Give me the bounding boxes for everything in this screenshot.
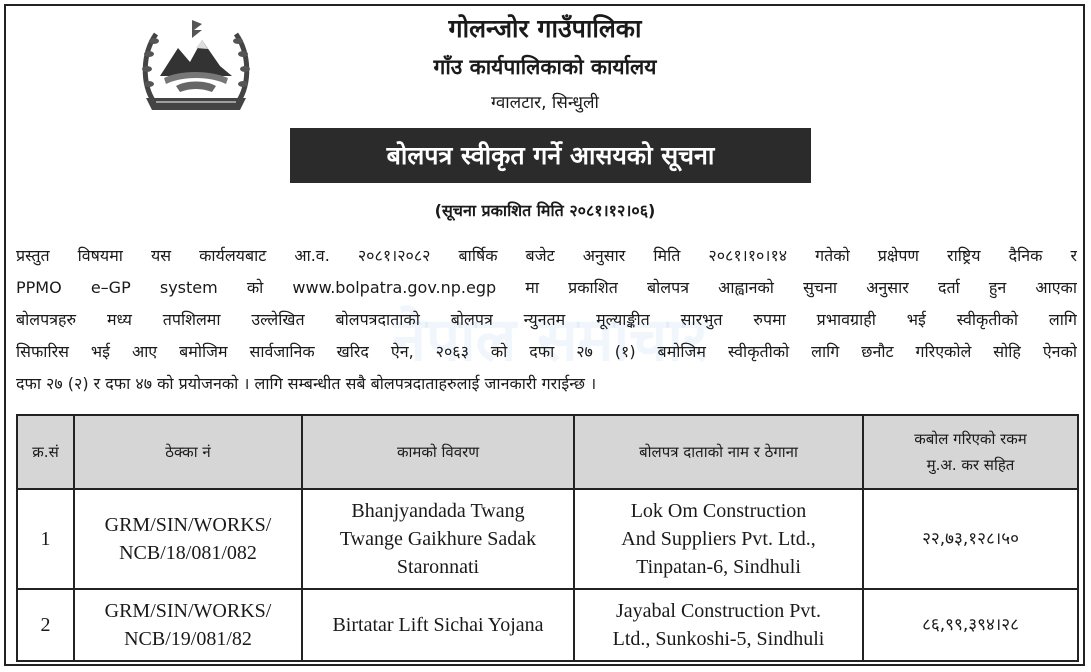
cell-sn: 2 [17, 589, 74, 661]
cell-amount: ८६,९९,३९४।२८ [863, 589, 1078, 661]
cell-line: Bhanjyandada Twang [351, 500, 525, 522]
cell-line: Tinpatan-6, Sindhuli [636, 556, 801, 578]
cell-contract-no [74, 489, 302, 589]
table-header-row [17, 415, 1078, 489]
bid-table [16, 414, 1079, 662]
header-amount-line: मु.अ. कर सहित [926, 456, 1015, 474]
office-address: ग्वालटार, सिन्धुली [491, 93, 599, 113]
header-bidder: बोलपत्र दाताको नाम र ठेगाना [574, 415, 863, 489]
cell-line: GRM/SIN/WORKS/ [104, 600, 272, 622]
notice-body-line: दफा २७ (२) र दफा ४७ को प्रयोजनको । लागि सम्बन्धीत सबै बोलपत्रदाताहरुलाई जानकारी गराईन्छ । [16, 374, 597, 393]
cell-line: Staronnati [396, 556, 480, 578]
cell-line: Jayabal Construction Pvt. [616, 600, 821, 622]
notice-title: बोलपत्र स्वीकृत गर्ने आसयको सूचना [290, 128, 811, 183]
cell-amount: २२,७३,१२८।५० [863, 489, 1078, 589]
header-sn: क्र.सं [17, 415, 74, 489]
cell-sn: 1 [17, 489, 74, 589]
header-contract-no: ठेक्का नं [74, 415, 302, 489]
cell-line: Twange Gaikhure Sadak [339, 528, 537, 550]
table-row [17, 589, 1078, 661]
notice-body-line: बोलपत्रहरु मध्य तपशिलमा उल्लेखित बोलपत्रदाताको बोलपत्र न्युनतम मूल्याङ्कीत सारभुत रुपमा प्रभावग्राही भई स्वीकृतीको लागि [16, 310, 1077, 329]
cell-contract-no [74, 589, 302, 661]
header-amount-line: कबोल गरिएको रकम [914, 430, 1027, 448]
cell-line: NCB/18/081/082 [119, 542, 257, 564]
cell-bidder [574, 589, 863, 661]
office-name: गोलन्जोर गाउँपालिका [448, 14, 642, 43]
header-description: कामको विवरण [302, 415, 574, 489]
notice-body-line: प्रस्तुत विषयमा यस कार्यलयबाट आ.व. २०८१।२०८२ बार्षिक बजेट अनुसार मिति २०८१।१०।१४ गतेको प्रक्षेपण राष्ट्रिय दैनिक र [16, 246, 1077, 265]
table-row [17, 489, 1078, 589]
government-emblem-icon [140, 14, 252, 114]
cell-line: And Suppliers Pvt. Ltd., [621, 528, 816, 550]
watermark: नेपाल समाचार [392, 305, 708, 375]
cell-line: Lok Om Construction [630, 500, 807, 522]
cell-description [302, 489, 574, 589]
cell-line: NCB/19/081/82 [124, 628, 252, 650]
cell-line: Birtatar Lift Sichai Yojana [332, 614, 544, 636]
cell-bidder [574, 489, 863, 589]
cell-line: Ltd., Sunkoshi-5, Sindhuli [612, 628, 825, 650]
notice-body-line: PPMO e–GP system को www.bolpatra.gov.np.egp मा प्रकाशित बोलपत्र आह्वानको सुचना अनुसार दर्ता हुन आएका [16, 278, 1077, 297]
header-amount [863, 415, 1078, 489]
cell-line: GRM/SIN/WORKS/ [104, 514, 272, 536]
notice-body-line: सिफारिस भई आए बमोजिम सार्वजानिक खरिद ऐन, २०६३ को दफा २७ (१) बमोजिम स्वीकृतीको लागि छनौट गरिएकोले सोहि ऐनको [16, 342, 1077, 361]
notice-body [16, 240, 1077, 400]
publish-date: (सूचना प्रकाशित मिति २०८१।१२।०६) [434, 201, 656, 220]
cell-description [302, 589, 574, 661]
office-subtitle: गाँउ कार्यपालिकाको कार्यालय [433, 55, 657, 79]
